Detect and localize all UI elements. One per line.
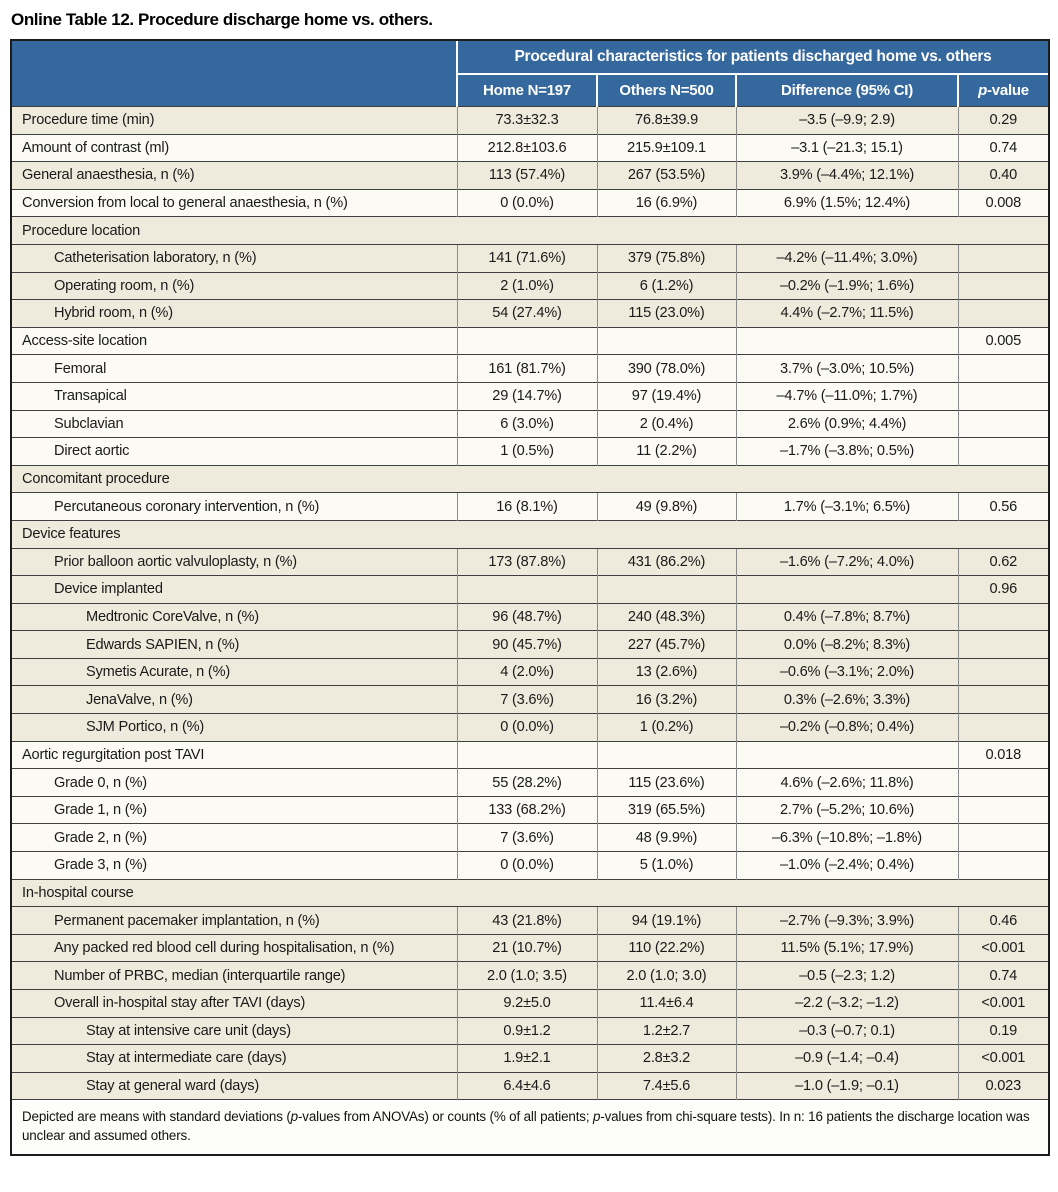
table-row — [12, 686, 1048, 714]
cell-difference: 0.0% (–8.2%; 8.3%) — [736, 631, 958, 659]
cell-pvalue — [958, 272, 1048, 300]
table-row — [12, 272, 1048, 300]
cell-difference: –0.3 (–0.7; 0.1) — [736, 1017, 958, 1045]
cell-difference: 4.6% (–2.6%; 11.8%) — [736, 769, 958, 797]
row-label: Amount of contrast (ml) — [12, 134, 457, 162]
cell-difference: –3.1 (–21.3; 15.1) — [736, 134, 958, 162]
row-label: Number of PRBC, median (interquartile range) — [12, 962, 457, 990]
cell-others: 11.4±6.4 — [597, 990, 736, 1018]
row-label: Edwards SAPIEN, n (%) — [12, 631, 457, 659]
table-row — [12, 548, 1048, 576]
cell-home: 0 (0.0%) — [457, 852, 597, 880]
row-label: Grade 0, n (%) — [12, 769, 457, 797]
cell-home: 29 (14.7%) — [457, 382, 597, 410]
table-row — [12, 934, 1048, 962]
cell-pvalue: <0.001 — [958, 990, 1048, 1018]
label-column-header — [12, 41, 457, 107]
table-row — [12, 769, 1048, 797]
cell-pvalue: <0.001 — [958, 934, 1048, 962]
cell-home: 7 (3.6%) — [457, 686, 597, 714]
cell-others: 215.9±109.1 — [597, 134, 736, 162]
table-row — [12, 962, 1048, 990]
cell-others: 7.4±5.6 — [597, 1072, 736, 1100]
cell-difference: 11.5% (5.1%; 17.9%) — [736, 934, 958, 962]
cell-difference: –2.2 (–3.2; –1.2) — [736, 990, 958, 1018]
cell-difference: 2.6% (0.9%; 4.4%) — [736, 410, 958, 438]
cell-pvalue — [958, 824, 1048, 852]
cell-pvalue: 0.74 — [958, 134, 1048, 162]
cell-others: 5 (1.0%) — [597, 852, 736, 880]
cell-difference: –0.5 (–2.3; 1.2) — [736, 962, 958, 990]
cell-home: 55 (28.2%) — [457, 769, 597, 797]
table-header — [12, 41, 1048, 107]
cell-others: 48 (9.9%) — [597, 824, 736, 852]
row-label: Procedure location — [12, 217, 1048, 245]
table-row — [12, 244, 1048, 272]
footnote-text: Depicted are means with standard deviations (p-values from ANOVAs) or counts (% of all patients; p-values from chi-square tests). In n: 16 patients the discharge location was unclear and assumed others. — [12, 1100, 1048, 1155]
cell-pvalue — [958, 244, 1048, 272]
cell-difference: –0.2% (–1.9%; 1.6%) — [736, 272, 958, 300]
cell-difference: 6.9% (1.5%; 12.4%) — [736, 189, 958, 217]
cell-pvalue: 0.19 — [958, 1017, 1048, 1045]
row-label: Percutaneous coronary intervention, n (%) — [12, 493, 457, 521]
cell-difference: 3.9% (–4.4%; 12.1%) — [736, 162, 958, 190]
section-row — [12, 520, 1048, 548]
cell-others: 1 (0.2%) — [597, 714, 736, 742]
row-label: Grade 2, n (%) — [12, 824, 457, 852]
cell-others: 49 (9.8%) — [597, 493, 736, 521]
cell-pvalue: 0.74 — [958, 962, 1048, 990]
cell-others: 319 (65.5%) — [597, 796, 736, 824]
cell-home: 141 (71.6%) — [457, 244, 597, 272]
cell-difference: –3.5 (–9.9; 2.9) — [736, 107, 958, 135]
section-row — [12, 465, 1048, 493]
cell-others — [597, 576, 736, 604]
group-header: Procedural characteristics for patients discharged home vs. others — [457, 41, 1048, 74]
data-table — [12, 41, 1048, 1154]
table-footer — [12, 1100, 1048, 1155]
cell-others: 97 (19.4%) — [597, 382, 736, 410]
cell-difference: –1.0% (–2.4%; 0.4%) — [736, 852, 958, 880]
cell-others: 16 (6.9%) — [597, 189, 736, 217]
cell-home: 0 (0.0%) — [457, 189, 597, 217]
cell-home: 21 (10.7%) — [457, 934, 597, 962]
cell-others: 2 (0.4%) — [597, 410, 736, 438]
table-row — [12, 410, 1048, 438]
table-row — [12, 107, 1048, 135]
row-label: Medtronic CoreValve, n (%) — [12, 603, 457, 631]
table-row — [12, 438, 1048, 466]
row-label: Stay at intensive care unit (days) — [12, 1017, 457, 1045]
row-label: Femoral — [12, 355, 457, 383]
row-label: Conversion from local to general anaesthesia, n (%) — [12, 189, 457, 217]
table-row — [12, 134, 1048, 162]
cell-pvalue: 0.29 — [958, 107, 1048, 135]
cell-pvalue: 0.40 — [958, 162, 1048, 190]
cell-others: 240 (48.3%) — [597, 603, 736, 631]
cell-home: 113 (57.4%) — [457, 162, 597, 190]
cell-difference: 2.7% (–5.2%; 10.6%) — [736, 796, 958, 824]
row-label: SJM Portico, n (%) — [12, 714, 457, 742]
cell-home — [457, 741, 597, 769]
cell-difference: –0.9 (–1.4; –0.4) — [736, 1045, 958, 1073]
table-row — [12, 852, 1048, 880]
cell-difference: 3.7% (–3.0%; 10.5%) — [736, 355, 958, 383]
cell-difference: –0.6% (–3.1%; 2.0%) — [736, 658, 958, 686]
row-label: Device implanted — [12, 576, 457, 604]
table-row — [12, 658, 1048, 686]
cell-difference: –6.3% (–10.8%; –1.8%) — [736, 824, 958, 852]
cell-pvalue — [958, 658, 1048, 686]
table-row — [12, 1017, 1048, 1045]
cell-difference: –1.6% (–7.2%; 4.0%) — [736, 548, 958, 576]
row-label: Catheterisation laboratory, n (%) — [12, 244, 457, 272]
row-label: Hybrid room, n (%) — [12, 300, 457, 328]
table-row — [12, 162, 1048, 190]
row-label: Subclavian — [12, 410, 457, 438]
cell-others: 379 (75.8%) — [597, 244, 736, 272]
table-row — [12, 300, 1048, 328]
table-row — [12, 1045, 1048, 1073]
cell-difference — [736, 741, 958, 769]
cell-home — [457, 576, 597, 604]
cell-pvalue: 0.46 — [958, 907, 1048, 935]
cell-others: 1.2±2.7 — [597, 1017, 736, 1045]
cell-pvalue: 0.62 — [958, 548, 1048, 576]
table-body — [12, 107, 1048, 1100]
row-label: Direct aortic — [12, 438, 457, 466]
cell-home: 9.2±5.0 — [457, 990, 597, 1018]
cell-home: 0.9±1.2 — [457, 1017, 597, 1045]
table-row — [12, 355, 1048, 383]
cell-pvalue — [958, 438, 1048, 466]
cell-difference: –4.2% (–11.4%; 3.0%) — [736, 244, 958, 272]
table-row — [12, 714, 1048, 742]
cell-difference: –1.0 (–1.9; –0.1) — [736, 1072, 958, 1100]
section-row — [12, 217, 1048, 245]
table-row — [12, 1072, 1048, 1100]
table-row — [12, 327, 1048, 355]
cell-pvalue — [958, 603, 1048, 631]
cell-difference — [736, 576, 958, 604]
row-label: Prior balloon aortic valvuloplasty, n (%) — [12, 548, 457, 576]
cell-home: 2 (1.0%) — [457, 272, 597, 300]
column-header-home: Home N=197 — [457, 74, 597, 107]
table-row — [12, 493, 1048, 521]
cell-difference: –0.2% (–0.8%; 0.4%) — [736, 714, 958, 742]
row-label: In-hospital course — [12, 879, 1048, 907]
cell-others: 431 (86.2%) — [597, 548, 736, 576]
cell-difference: –4.7% (–11.0%; 1.7%) — [736, 382, 958, 410]
group-header-row — [12, 41, 1048, 74]
table-row — [12, 189, 1048, 217]
cell-pvalue: 0.008 — [958, 189, 1048, 217]
table-row — [12, 576, 1048, 604]
table-row — [12, 907, 1048, 935]
cell-pvalue — [958, 769, 1048, 797]
row-label: Stay at general ward (days) — [12, 1072, 457, 1100]
cell-others: 13 (2.6%) — [597, 658, 736, 686]
table-row — [12, 990, 1048, 1018]
cell-others: 390 (78.0%) — [597, 355, 736, 383]
table-row — [12, 382, 1048, 410]
cell-home: 4 (2.0%) — [457, 658, 597, 686]
row-label: Stay at intermediate care (days) — [12, 1045, 457, 1073]
cell-difference: 0.4% (–7.8%; 8.7%) — [736, 603, 958, 631]
footnote-row — [12, 1100, 1048, 1155]
cell-others: 267 (53.5%) — [597, 162, 736, 190]
cell-home: 1.9±2.1 — [457, 1045, 597, 1073]
row-label: Any packed red blood cell during hospitalisation, n (%) — [12, 934, 457, 962]
row-label: Grade 1, n (%) — [12, 796, 457, 824]
cell-pvalue: <0.001 — [958, 1045, 1048, 1073]
cell-others: 2.0 (1.0; 3.0) — [597, 962, 736, 990]
cell-difference: –1.7% (–3.8%; 0.5%) — [736, 438, 958, 466]
column-header-pvalue: p-value — [958, 74, 1048, 107]
cell-pvalue — [958, 631, 1048, 659]
cell-pvalue: 0.023 — [958, 1072, 1048, 1100]
row-label: General anaesthesia, n (%) — [12, 162, 457, 190]
row-label: Aortic regurgitation post TAVI — [12, 741, 457, 769]
cell-others: 2.8±3.2 — [597, 1045, 736, 1073]
cell-pvalue: 0.018 — [958, 741, 1048, 769]
table-row — [12, 796, 1048, 824]
cell-pvalue — [958, 410, 1048, 438]
cell-difference: 1.7% (–3.1%; 6.5%) — [736, 493, 958, 521]
table-row — [12, 603, 1048, 631]
cell-home: 2.0 (1.0; 3.5) — [457, 962, 597, 990]
table-row — [12, 741, 1048, 769]
cell-home: 96 (48.7%) — [457, 603, 597, 631]
cell-pvalue — [958, 796, 1048, 824]
cell-home — [457, 327, 597, 355]
cell-home: 16 (8.1%) — [457, 493, 597, 521]
cell-home: 1 (0.5%) — [457, 438, 597, 466]
cell-home: 90 (45.7%) — [457, 631, 597, 659]
row-label: Grade 3, n (%) — [12, 852, 457, 880]
cell-home: 7 (3.6%) — [457, 824, 597, 852]
cell-difference: –2.7% (–9.3%; 3.9%) — [736, 907, 958, 935]
cell-others: 16 (3.2%) — [597, 686, 736, 714]
cell-pvalue — [958, 382, 1048, 410]
row-label: Concomitant procedure — [12, 465, 1048, 493]
cell-others: 227 (45.7%) — [597, 631, 736, 659]
cell-pvalue — [958, 714, 1048, 742]
row-label: Operating room, n (%) — [12, 272, 457, 300]
cell-home: 173 (87.8%) — [457, 548, 597, 576]
cell-others: 94 (19.1%) — [597, 907, 736, 935]
cell-others — [597, 327, 736, 355]
cell-pvalue: 0.005 — [958, 327, 1048, 355]
column-header-difference: Difference (95% CI) — [736, 74, 958, 107]
cell-home: 6.4±4.6 — [457, 1072, 597, 1100]
row-label: Overall in-hospital stay after TAVI (days) — [12, 990, 457, 1018]
cell-difference — [736, 327, 958, 355]
table-row — [12, 631, 1048, 659]
cell-others: 115 (23.6%) — [597, 769, 736, 797]
row-label: JenaValve, n (%) — [12, 686, 457, 714]
cell-difference: 0.3% (–2.6%; 3.3%) — [736, 686, 958, 714]
data-table-container — [10, 39, 1050, 1156]
cell-home: 73.3±32.3 — [457, 107, 597, 135]
cell-others: 11 (2.2%) — [597, 438, 736, 466]
cell-pvalue — [958, 300, 1048, 328]
cell-pvalue — [958, 852, 1048, 880]
cell-home: 54 (27.4%) — [457, 300, 597, 328]
row-label: Transapical — [12, 382, 457, 410]
row-label: Access-site location — [12, 327, 457, 355]
cell-pvalue — [958, 686, 1048, 714]
table-row — [12, 824, 1048, 852]
row-label: Procedure time (min) — [12, 107, 457, 135]
row-label: Symetis Acurate, n (%) — [12, 658, 457, 686]
cell-others — [597, 741, 736, 769]
column-header-others: Others N=500 — [597, 74, 736, 107]
table-title: Online Table 12. Procedure discharge home vs. others. — [11, 10, 433, 29]
cell-home: 6 (3.0%) — [457, 410, 597, 438]
cell-others: 76.8±39.9 — [597, 107, 736, 135]
cell-home: 212.8±103.6 — [457, 134, 597, 162]
section-row — [12, 879, 1048, 907]
cell-home: 0 (0.0%) — [457, 714, 597, 742]
row-label: Permanent pacemaker implantation, n (%) — [12, 907, 457, 935]
cell-others: 6 (1.2%) — [597, 272, 736, 300]
cell-others: 115 (23.0%) — [597, 300, 736, 328]
cell-others: 110 (22.2%) — [597, 934, 736, 962]
cell-pvalue: 0.96 — [958, 576, 1048, 604]
cell-difference: 4.4% (–2.7%; 11.5%) — [736, 300, 958, 328]
cell-pvalue: 0.56 — [958, 493, 1048, 521]
cell-home: 43 (21.8%) — [457, 907, 597, 935]
cell-home: 161 (81.7%) — [457, 355, 597, 383]
row-label: Device features — [12, 520, 1048, 548]
cell-pvalue — [958, 355, 1048, 383]
cell-home: 133 (68.2%) — [457, 796, 597, 824]
